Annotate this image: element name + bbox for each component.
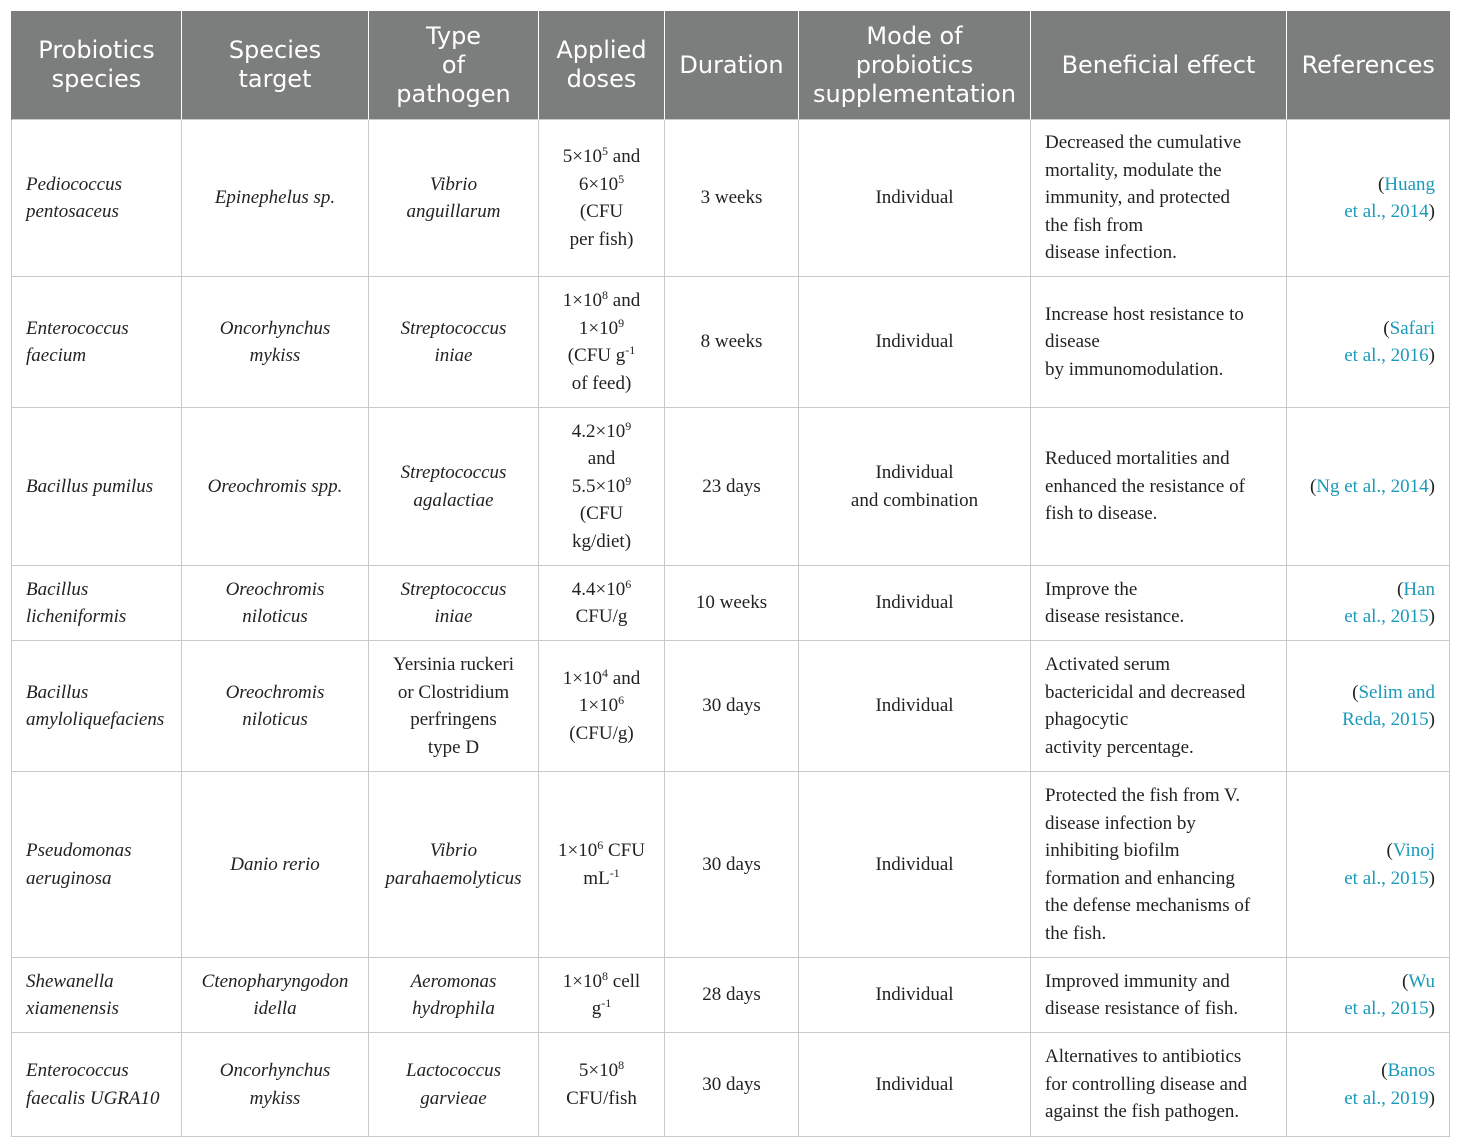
cell-applied-dose [539, 772, 665, 958]
ref-open-paren: ( [1401, 970, 1409, 992]
cell-pathogen: Yersinia ruckeri or Clostridium perfringens type D [369, 641, 539, 772]
cell-probiotics-species: Pediococcus pentosaceus [12, 120, 182, 277]
header-row [12, 11, 1450, 120]
cell-beneficial-effect: Reduced mortalities and enhanced the resistance of fish to disease. [1031, 408, 1287, 566]
cell-probiotics-species: Enterococcus faecalis UGRA10 [12, 1033, 182, 1137]
ref-close-paren: ) [1428, 867, 1435, 889]
cell-beneficial-effect: Improve the disease resistance. [1031, 566, 1287, 641]
cell-reference [1287, 1033, 1450, 1137]
cell-probiotics-species: Pseudomonas aeruginosa [12, 772, 182, 958]
ref-open-paren: ( [1381, 1060, 1388, 1081]
cell-species-target: Oreochromis niloticus [182, 566, 369, 641]
ref-close-paren: ) [1428, 475, 1435, 497]
cell-mode: Individual [799, 641, 1031, 772]
cell-beneficial-effect: Activated serum bactericidal and decreased phagocytic activity percentage. [1031, 641, 1287, 772]
cell-mode: Individual [799, 566, 1031, 641]
dose-text: cell g [591, 970, 641, 1019]
ref-open-paren: ( [1352, 681, 1359, 703]
dose-exponent: 8 [602, 288, 609, 302]
dose-text: 5×10 [578, 1060, 619, 1081]
cell-applied-dose [539, 277, 665, 408]
ref-close-paren: ) [1428, 998, 1435, 1019]
ref-close-paren: ) [1428, 709, 1435, 730]
header-type-of-pathogen: Type of pathogen [369, 11, 539, 120]
dose-text: (CFU/g) [569, 722, 634, 744]
header-beneficial-effect: Beneficial effect [1031, 11, 1287, 120]
cell-duration: 28 days [665, 958, 799, 1033]
cell-reference [1287, 772, 1450, 958]
dose-exponent: 9 [625, 418, 632, 433]
cell-applied-dose [539, 641, 665, 772]
cell-applied-dose [539, 120, 665, 277]
cell-duration: 30 days [665, 772, 799, 958]
ref-open-paren: ( [1309, 475, 1317, 497]
table-row [12, 772, 1450, 958]
cell-mode: Individual [799, 1033, 1031, 1137]
table-row [12, 958, 1450, 1033]
reference-link[interactable]: Ng et al., 2014 [1316, 475, 1429, 497]
reference-link[interactable]: Safari et al., 2016 [1344, 317, 1435, 366]
reference-link[interactable]: Vinoj et al., 2015 [1344, 840, 1435, 889]
dose-text: (CFU kg/diet) [571, 503, 632, 552]
cell-pathogen: Streptococcus iniae [369, 277, 539, 408]
cell-reference [1287, 566, 1450, 641]
cell-mode: Individual [799, 120, 1031, 277]
cell-probiotics-species: Shewanella xiamenensis [12, 958, 182, 1033]
dose-text: 1×10 [562, 667, 603, 689]
cell-beneficial-effect: Alternatives to antibiotics for controlling disease and against the fish pathogen. [1031, 1033, 1287, 1137]
ref-close-paren: ) [1428, 606, 1435, 627]
dose-text: (CFU g [567, 345, 626, 366]
dose-exponent: 6 [597, 838, 604, 852]
reference-link[interactable]: Selim and Reda, 2015 [1342, 681, 1435, 730]
cell-duration: 3 weeks [665, 120, 799, 277]
dose-text: CFU/g [575, 606, 628, 627]
table-row [12, 566, 1450, 641]
dose-text: 4.4×10 [571, 578, 626, 600]
table-row [12, 408, 1450, 566]
dose-text: 1×10 [558, 840, 598, 861]
dose-exponent: 5 [602, 144, 609, 158]
dose-exponent: -1 [609, 865, 620, 880]
dose-text: CFU/fish [566, 1087, 637, 1109]
ref-open-paren: ( [1397, 578, 1404, 600]
cell-species-target: Epinephelus sp. [182, 120, 369, 277]
cell-reference [1287, 277, 1450, 408]
header-mode-of-supplementation: Mode of probiotics supplementation [799, 11, 1031, 120]
table-row [12, 277, 1450, 408]
dose-exponent: 6 [625, 576, 632, 591]
cell-species-target: Oreochromis spp. [182, 408, 369, 566]
cell-pathogen: Aeromonas hydrophila [369, 958, 539, 1033]
dose-exponent: 4 [602, 665, 609, 680]
cell-pathogen: Lactococcus garvieae [369, 1033, 539, 1137]
cell-reference [1287, 641, 1450, 772]
cell-applied-dose [539, 958, 665, 1033]
header-applied-doses: Applied doses [539, 11, 665, 120]
cell-mode: Individual [799, 772, 1031, 958]
dose-text: CFU mL [583, 840, 645, 889]
dose-text: 5×10 [562, 146, 603, 167]
dose-text: and 5.5×10 [571, 448, 626, 497]
dose-exponent: 5 [618, 171, 625, 186]
cell-duration: 10 weeks [665, 566, 799, 641]
header-species-target: Species target [182, 11, 369, 120]
cell-species-target: Oncorhynchus mykiss [182, 277, 369, 408]
reference-link[interactable]: Banos et al., 2019 [1344, 1060, 1435, 1109]
cell-probiotics-species: Bacillus pumilus [12, 408, 182, 566]
dose-exponent: 6 [618, 693, 625, 708]
dose-exponent: 8 [602, 968, 609, 983]
dose-text: 4.2×10 [571, 420, 626, 442]
cell-pathogen: Streptococcus iniae [369, 566, 539, 641]
cell-species-target: Oncorhynchus mykiss [182, 1033, 369, 1137]
dose-text: and 1×10 [578, 290, 641, 339]
table-row [12, 1033, 1450, 1137]
dose-text: (CFU per fish) [569, 201, 634, 250]
cell-beneficial-effect: Improved immunity and disease resistance of fish. [1031, 958, 1287, 1033]
cell-species-target: Ctenopharyngodon idella [182, 958, 369, 1033]
cell-pathogen: Vibrio parahaemolyticus [369, 772, 539, 958]
cell-mode: Individual and combination [799, 408, 1031, 566]
cell-duration: 30 days [665, 1033, 799, 1137]
ref-open-paren: ( [1386, 840, 1393, 861]
dose-exponent: -1 [601, 996, 612, 1010]
dose-exponent: 9 [618, 315, 625, 330]
cell-reference [1287, 408, 1450, 566]
cell-beneficial-effect: Increase host resistance to disease by immunomodulation. [1031, 277, 1287, 408]
ref-close-paren: ) [1428, 201, 1435, 222]
cell-probiotics-species: Bacillus licheniformis [12, 566, 182, 641]
cell-beneficial-effect: Decreased the cumulative mortality, modulate the immunity, and protected the fish from disease infection. [1031, 120, 1287, 277]
dose-exponent: 9 [625, 473, 632, 488]
cell-duration: 8 weeks [665, 277, 799, 408]
ref-close-paren: ) [1428, 1087, 1435, 1109]
cell-pathogen: Streptococcus agalactiae [369, 408, 539, 566]
dose-text: and 6×10 [578, 146, 641, 195]
cell-beneficial-effect: Protected the fish from V. disease infection by inhibiting biofilm formation and enhancing the defense mechanisms of the fish. [1031, 772, 1287, 958]
dose-text: and 1×10 [578, 667, 641, 717]
ref-open-paren: ( [1383, 317, 1390, 339]
dose-text: of feed) [571, 372, 632, 394]
cell-applied-dose [539, 1033, 665, 1137]
cell-pathogen: Vibrio anguillarum [369, 120, 539, 277]
ref-open-paren: ( [1378, 173, 1385, 195]
table-row [12, 641, 1450, 772]
reference-link[interactable]: Huang et al., 2014 [1344, 173, 1435, 222]
probiotics-table [11, 11, 1450, 1137]
header-probiotics-species: Probiotics species [12, 11, 182, 120]
table-row [12, 120, 1450, 277]
dose-text: 1×10 [562, 970, 603, 992]
header-references: References [1287, 11, 1450, 120]
cell-reference [1287, 958, 1450, 1033]
dose-exponent: 8 [618, 1058, 625, 1072]
cell-applied-dose [539, 408, 665, 566]
ref-close-paren: ) [1428, 345, 1435, 366]
cell-applied-dose [539, 566, 665, 641]
cell-reference [1287, 120, 1450, 277]
cell-species-target: Oreochromis niloticus [182, 641, 369, 772]
cell-species-target: Danio rerio [182, 772, 369, 958]
cell-duration: 30 days [665, 641, 799, 772]
cell-mode: Individual [799, 958, 1031, 1033]
cell-probiotics-species: Enterococcus faecium [12, 277, 182, 408]
reference-link[interactable]: Wu et al., 2015 [1344, 970, 1435, 1019]
dose-text: 1×10 [562, 290, 603, 311]
cell-mode: Individual [799, 277, 1031, 408]
cell-probiotics-species: Bacillus amyloliquefaciens [12, 641, 182, 772]
reference-link[interactable]: Han et al., 2015 [1344, 578, 1435, 627]
header-duration: Duration [665, 11, 799, 120]
dose-exponent: -1 [625, 343, 636, 357]
cell-duration: 23 days [665, 408, 799, 566]
